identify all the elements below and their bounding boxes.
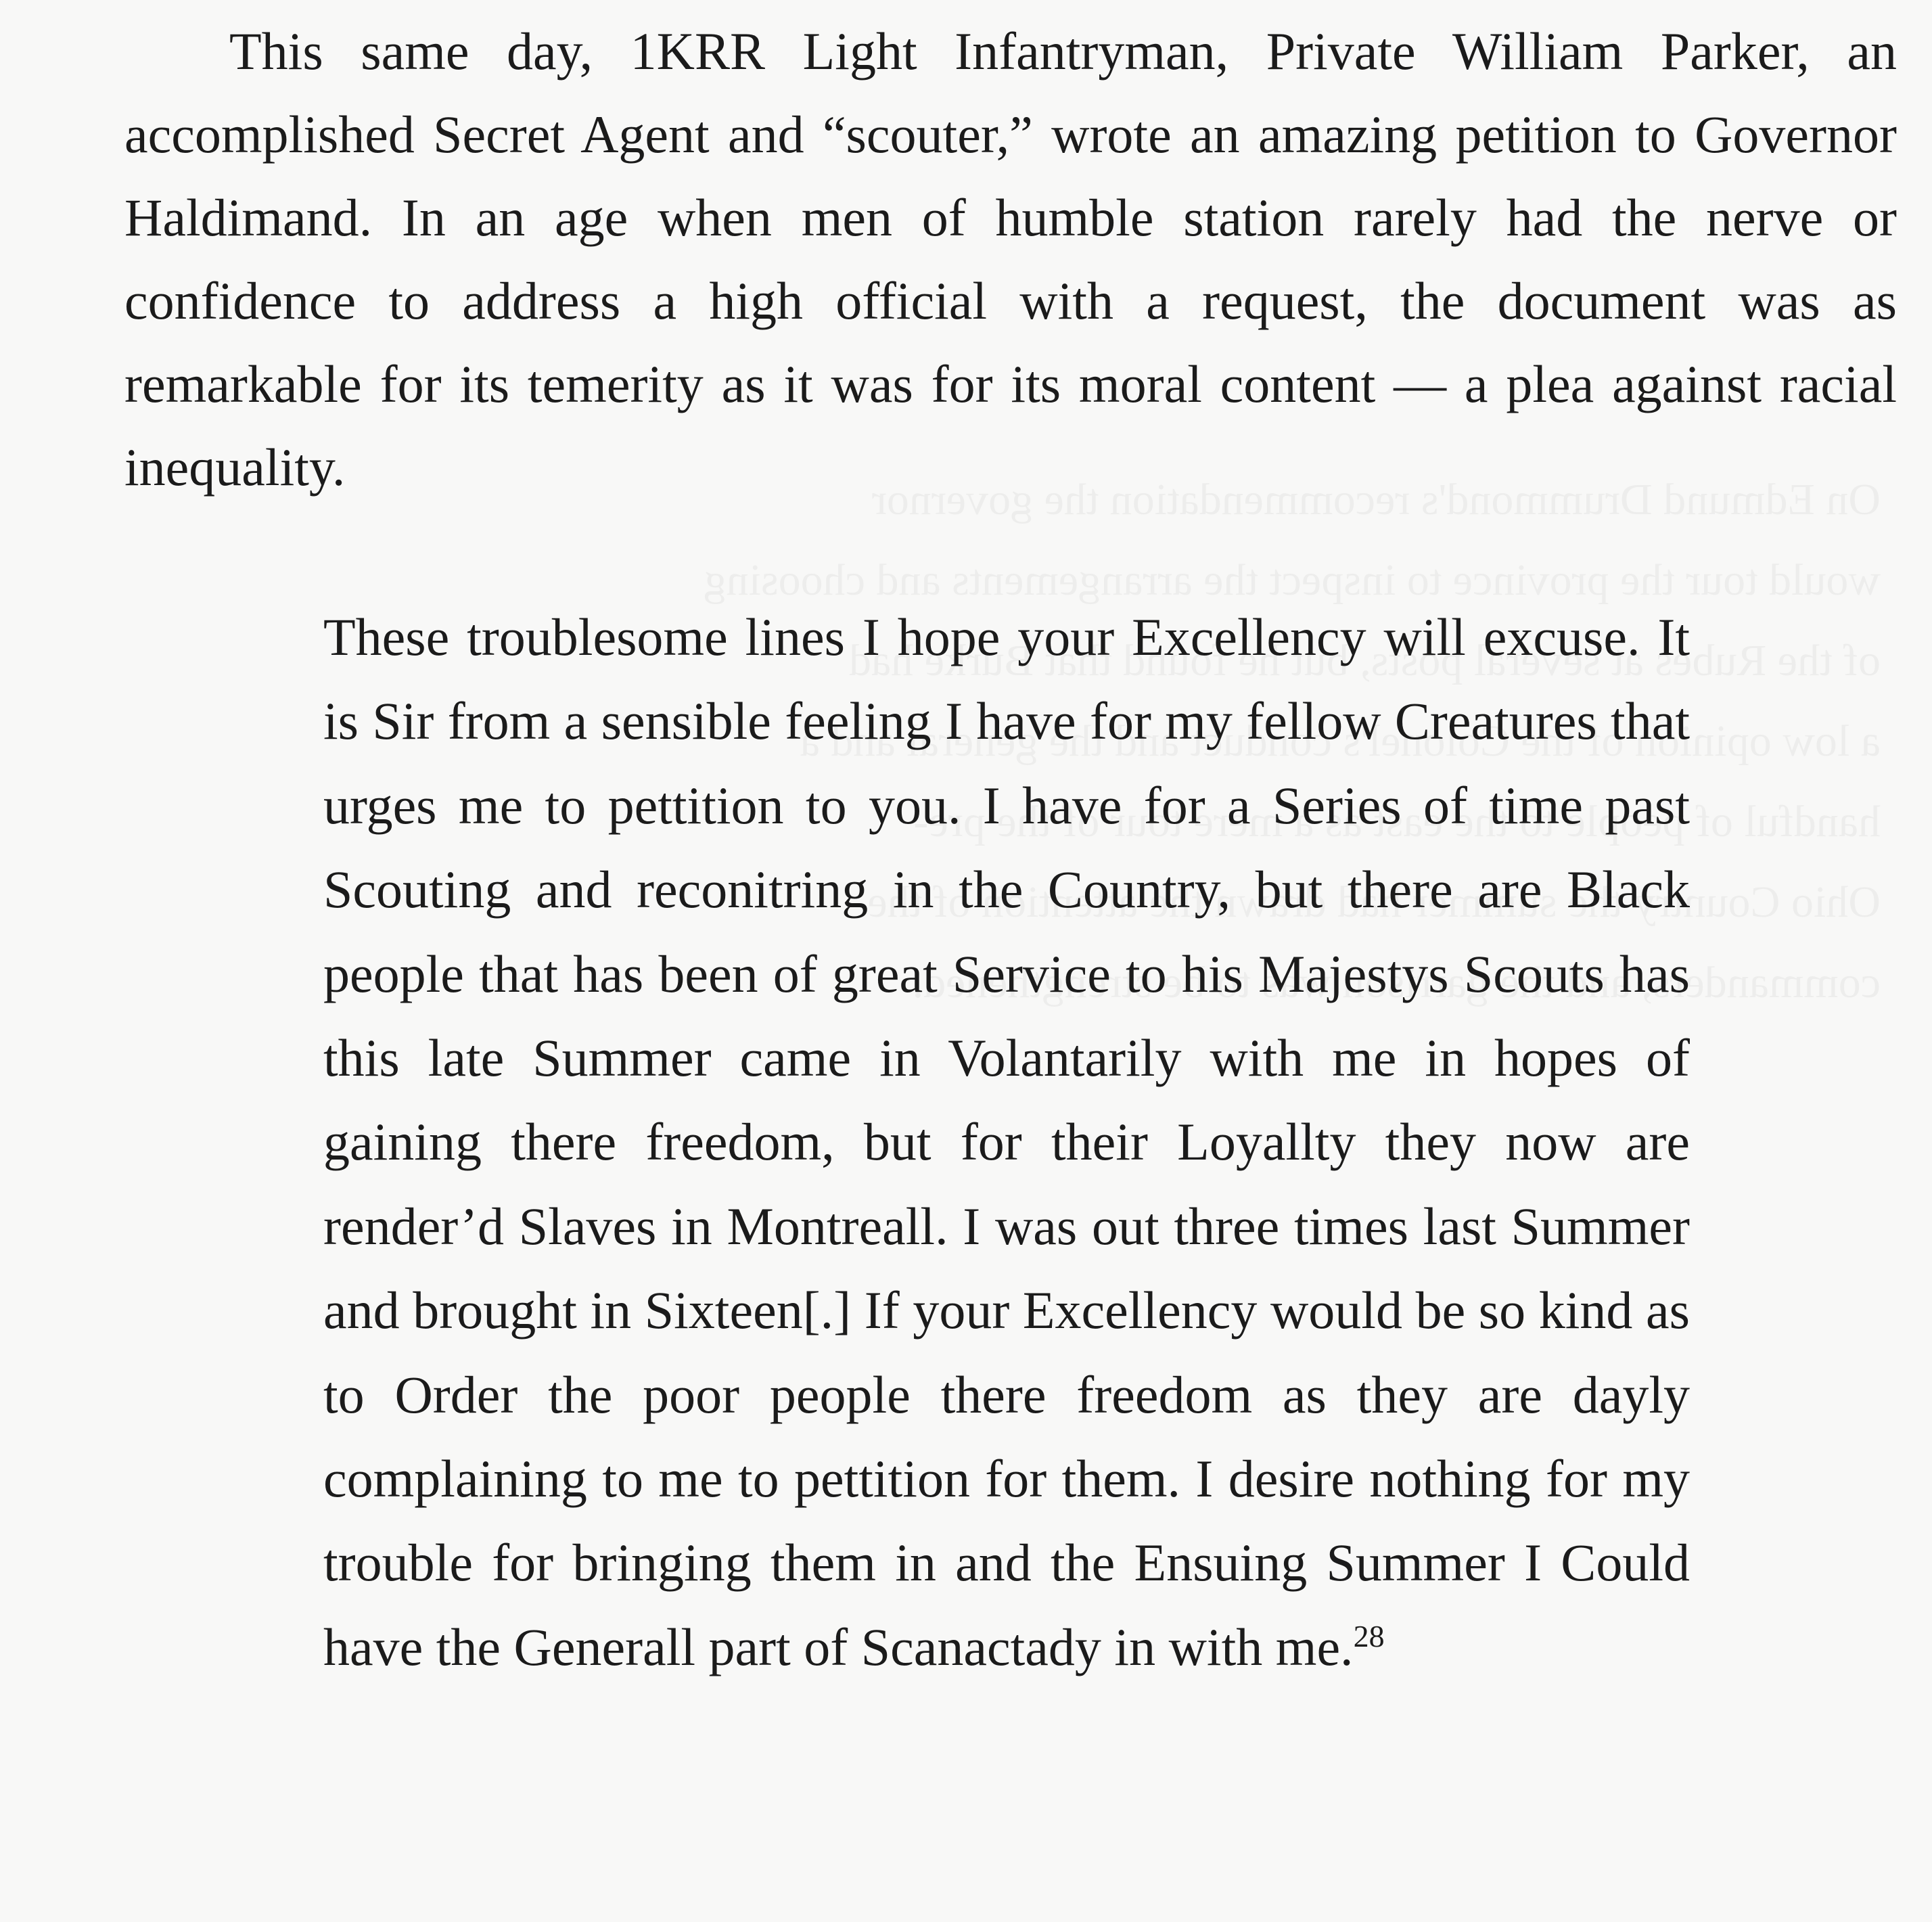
block-quote [323, 595, 1690, 1689]
footnote-marker: 28 [1353, 1618, 1385, 1653]
intro-paragraph: This same day, 1KRR Light Infantryman, Private William Parker, an accomplished Secret Agent and “scouter,” wrote an amazing petition to Governor Haldimand. In an age when men of humble station rarely had the nerve or confidence to address a high official with a request, the document was as remarkable for its temerity as it was for its moral content — a plea against racial inequality. [124, 22, 1897, 497]
block-quote-text: These troublesome lines I hope your Excellency will excuse. It is Sir from a sensible feeling I have for my fellow Creatures that urges me to pettition to you. I have for a Series of time past Scouting and reconitring in the Country, but there are Black people that has been of great Service to his Majestys Scouts has this late Summer came in Volantarily with me in hopes of gaining there freedom, but for their Loyallty they now are render’d Slaves in Montreall. I was out three times last Summer and brought in Sixteen[.] If your Excellency would be so kind as to Order the poor people there freedom as they are dayly complaining to me to pettition for them. I desire nothing for my trouble for bringing them in and the Ensuing Summer I Could have the Generall part of Scanactady in with me. [323, 608, 1690, 1676]
